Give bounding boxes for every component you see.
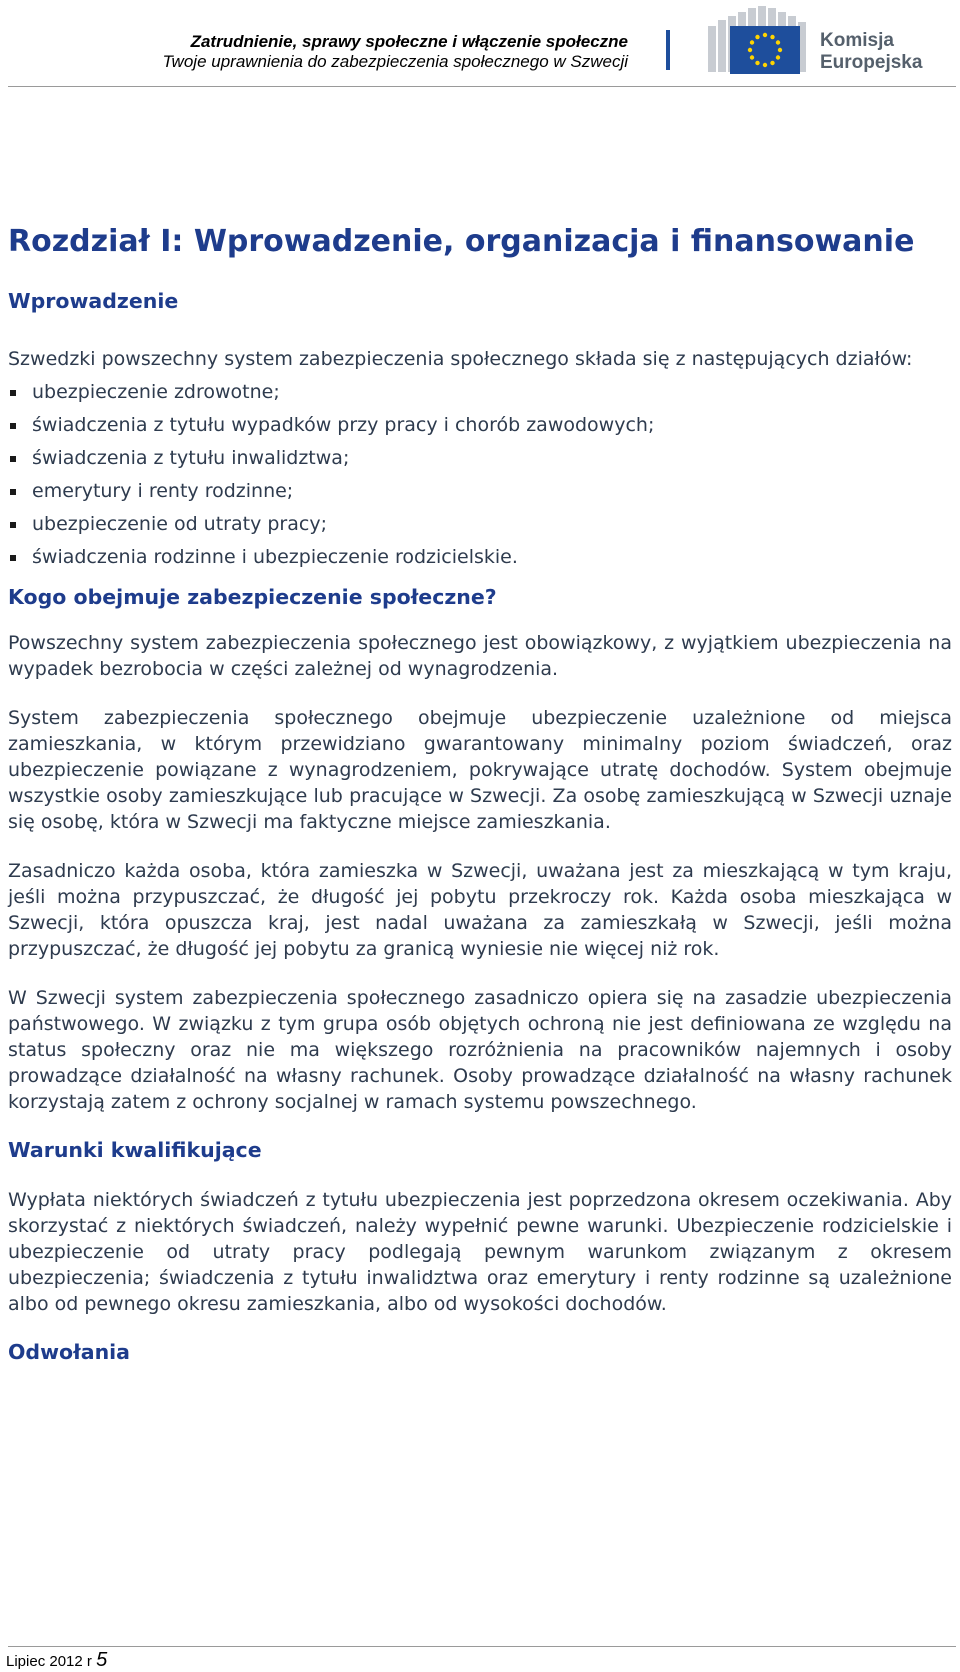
page-number: 5 xyxy=(96,1649,108,1671)
logo-line2: Europejska xyxy=(820,52,923,73)
eu-star-icon xyxy=(755,35,759,39)
bullet-icon xyxy=(10,522,16,528)
footer-date: Lipiec 2012 r xyxy=(6,1653,92,1670)
eu-star-icon xyxy=(776,55,780,59)
european-commission-logo xyxy=(708,4,956,80)
section-heading-conditions: Warunki kwalifikujące xyxy=(8,1138,262,1162)
eu-star-icon xyxy=(755,61,759,65)
header-divider xyxy=(666,30,670,70)
page-footer xyxy=(6,1650,107,1672)
header-department: Zatrudnienie, sprawy społeczne i włączenie społeczne xyxy=(190,32,628,51)
section-heading-references: Odwołania xyxy=(8,1340,131,1364)
document-body xyxy=(8,218,952,1367)
eu-star-icon xyxy=(763,63,767,67)
header-subtitle: Twoje uprawnienia do zabezpieczenia społecznego w Szwecji xyxy=(162,52,628,71)
list-item: emerytury i renty rodzinne; xyxy=(8,475,952,508)
footer-rule xyxy=(8,1646,956,1647)
section-heading-coverage: Kogo obejmuje zabezpieczenie społeczne? xyxy=(8,585,497,609)
bullet-icon xyxy=(10,489,16,495)
bullet-icon xyxy=(10,390,16,396)
conditions-paragraph: Wypłata niektórych świadczeń z tytułu ubezpieczenia jest poprzedzona okresem oczekiwania. Aby skorzystać z niektórych świadczeń, należy wypełnić pewne warunki. Ubezpieczenie rodzicielskie i ubezpieczenie od utraty pracy podlegają pewnym warunkom związanym z okresem ubezpieczenia; świadczenia z tytułu inwalidztwa oraz emerytury i renty rodzinne są uzależnione albo od pewnego okresu zamieszkania, albo od wysokości dochodów. xyxy=(8,1189,952,1315)
chapter-title: Rozdział I: Wprowadzenie, organizacja i finansowanie xyxy=(8,224,915,259)
eu-star-icon xyxy=(776,40,780,44)
list-item: świadczenia z tytułu wypadków przy pracy i chorób zawodowych; xyxy=(8,409,952,442)
list-item: ubezpieczenie od utraty pracy; xyxy=(8,508,952,541)
eu-star-icon xyxy=(750,55,754,59)
coverage-paragraph: W Szwecji system zabezpieczenia społecznego zasadniczo opiera się na zasadzie ubezpieczenia państwowego. W związku z tym grupa osób objętych ochroną nie jest definiowana ze względu na status społeczny oraz nie ma większego rozróżnienia na pracowników najemnych i osoby prowadzące działalność na własny rachunek. Osoby prowadzące działalność na własny rachunek korzystają zatem z ochrony socjalnej w ramach systemu powszechnego. xyxy=(8,987,952,1113)
logo-line1: Komisja xyxy=(820,30,894,51)
branch-list xyxy=(8,376,952,574)
eu-star-icon xyxy=(748,48,752,52)
bullet-icon xyxy=(10,456,16,462)
eu-star-icon xyxy=(770,35,774,39)
eu-star-icon xyxy=(763,33,767,37)
eu-star-icon xyxy=(770,61,774,65)
list-item: ubezpieczenie zdrowotne; xyxy=(8,376,952,409)
coverage-paragraph: System zabezpieczenia społecznego obejmuje ubezpieczenie uzależnione od miejsca zamieszkania, w którym przewidziano gwarantowany minimalny poziom świadczeń, oraz ubezpieczenie powiązane z wynagrodzeniem, pokrywające utratę dochodów. System obejmuje wszystkie osoby zamieszkujące lub pracujące w Szwecji. Za osobę zamieszkującą w Szwecji uznaje się osobę, która w Szwecji ma faktyczne miejsce zamieszkania. xyxy=(8,707,952,833)
intro-lead: Szwedzki powszechny system zabezpieczenia społecznego składa się z następujących działów: xyxy=(8,348,913,370)
section-heading-intro: Wprowadzenie xyxy=(8,289,179,313)
header-rule xyxy=(8,86,956,87)
eu-star-icon xyxy=(750,40,754,44)
eu-star-icon xyxy=(778,48,782,52)
coverage-paragraph: Zasadniczo każda osoba, która zamieszka w Szwecji, uważana jest za mieszkającą w tym kraju, jeśli można przypuszczać, że długość jej pobytu przekroczy rok. Każda osoba mieszkająca w Szwecji, która opuszcza kraj, jest nadal uważana za zamieszkałą w Szwecji, jeśli można przypuszczać, że długość jej pobytu za granicą wyniesie nie więcej niż rok. xyxy=(8,860,952,960)
list-item: świadczenia rodzinne i ubezpieczenie rodzicielskie. xyxy=(8,541,952,574)
list-item: świadczenia z tytułu inwalidztwa; xyxy=(8,442,952,475)
page-header xyxy=(0,0,960,88)
bullet-icon xyxy=(10,423,16,429)
header-titles xyxy=(162,32,628,72)
coverage-paragraph: Powszechny system zabezpieczenia społecznego jest obowiązkowy, z wyjątkiem ubezpieczenia na wypadek bezrobocia w części zależnej od wynagrodzenia. xyxy=(8,632,952,680)
bullet-icon xyxy=(10,555,16,561)
